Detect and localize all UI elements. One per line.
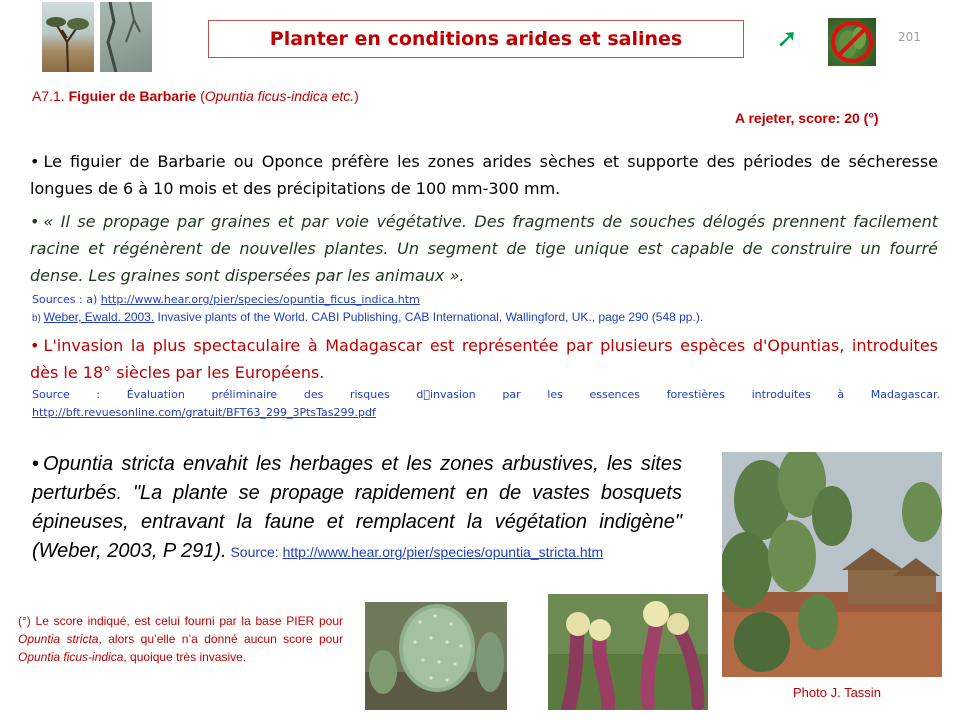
paragraph-madagascar-text: L'invasion la plus spectaculaire à Madagascar est représentée par plusieurs espèces d'Opuntias, introduites dès le 18° siècles par les Européens.: [30, 336, 938, 382]
stricta-source-link[interactable]: http://www.hear.org/pier/species/opuntia_stricta.htm: [282, 544, 604, 560]
paragraph-climate-text: Le figuier de Barbarie ou Oponce préfère les zones arides sèches et supporte des périodes de sécheresse longues de 6 à 10 mois et des précipitations de 100 mm-300 mm.: [30, 152, 938, 198]
source-b-rest: Invasive plants of the World. CABI Publishing, CAB International, Wallingford, UK., page 290 (548 pp.).: [154, 310, 704, 324]
section-name: Figuier de Barbarie: [68, 88, 197, 104]
prohibited-plant-icon: [828, 18, 876, 66]
thumbnail-salty-ground: [100, 2, 152, 72]
score-footnote: [18, 612, 343, 666]
stricta-text: envahit les herbages et les zones arbustives, les sites perturbés. "La plante se propage rapidement en de vastes bosquets épineuses, entravant la faune et remplacent la végétation indigène" (Weber, 2003, P 291).: [32, 453, 682, 562]
source-line-b: [32, 310, 703, 324]
note-part3: , quoique très invasive.: [123, 650, 247, 664]
photo-opuntia-thicket: [722, 452, 942, 677]
bullet-icon: •: [30, 336, 40, 355]
source-c-link[interactable]: http://bft.revuesonline.com/gratuit/BFT63_299_3PtsTas299.pdf: [32, 406, 376, 419]
bullet-icon: •: [30, 152, 40, 171]
paragraph-stricta: [32, 450, 682, 567]
source-line-a: [32, 293, 420, 306]
source-line-c: Source : Évaluation préliminaire des risques d invasion par les essences forestières introduites à Madagascar.: [32, 388, 940, 401]
bullet-icon: •: [30, 212, 40, 231]
score-label: A rejeter, score: 20 (°): [735, 110, 879, 126]
note-latin2: Opuntia ficus-indica: [18, 650, 124, 664]
paragraph-propagation-text: « Il se propage par graines et par voie végétative. Des fragments de souches délogés prennent facilement racine et régénèrent de nouvelles plantes. Un segment de tige unique est capable de construire un fourré dense. Les graines sont dispersées par les animaux ».: [30, 212, 938, 285]
note-latin1: Opuntia stricta: [18, 632, 99, 646]
source-a-prefix: Sources : a): [32, 293, 101, 306]
source-line-c-link-row: [32, 406, 376, 419]
latin-close: ): [354, 88, 359, 104]
note-part2: , alors qu’elle n’a donné aucun score pour: [98, 632, 343, 646]
latin-open: (: [196, 88, 205, 104]
section-prefix: A7.1.: [32, 88, 69, 104]
section-heading: [32, 88, 359, 104]
source-a-link[interactable]: http://www.hear.org/pier/species/opuntia_ficus_indica.htm: [100, 293, 420, 306]
stricta-source-prefix: Source:: [226, 544, 283, 560]
photo-cactus-flowers: [548, 594, 708, 710]
stricta-latin: Opuntia stricta: [43, 453, 175, 475]
thumbnail-arid-tree: [42, 2, 94, 72]
paragraph-climate: [30, 148, 938, 202]
source-b-link[interactable]: Weber, Ewald. 2003.: [43, 310, 155, 324]
paragraph-propagation: [30, 208, 938, 289]
photo-credit: Photo J. Tassin: [793, 685, 881, 700]
page-number: 201: [898, 30, 921, 44]
source-b-prefix: b): [32, 313, 44, 324]
bullet-icon: •: [32, 453, 40, 475]
photo-cactus-pad: [365, 602, 507, 710]
paragraph-madagascar: [30, 332, 938, 386]
page-title: Planter en conditions arides et salines: [208, 20, 744, 58]
note-part1: (°) Le score indiqué, est celui fourni par la base PIER pour: [18, 614, 343, 628]
section-latin: Opuntia ficus-indica etc.: [204, 88, 355, 104]
arrow-up-right-icon[interactable]: ➚: [776, 24, 798, 54]
